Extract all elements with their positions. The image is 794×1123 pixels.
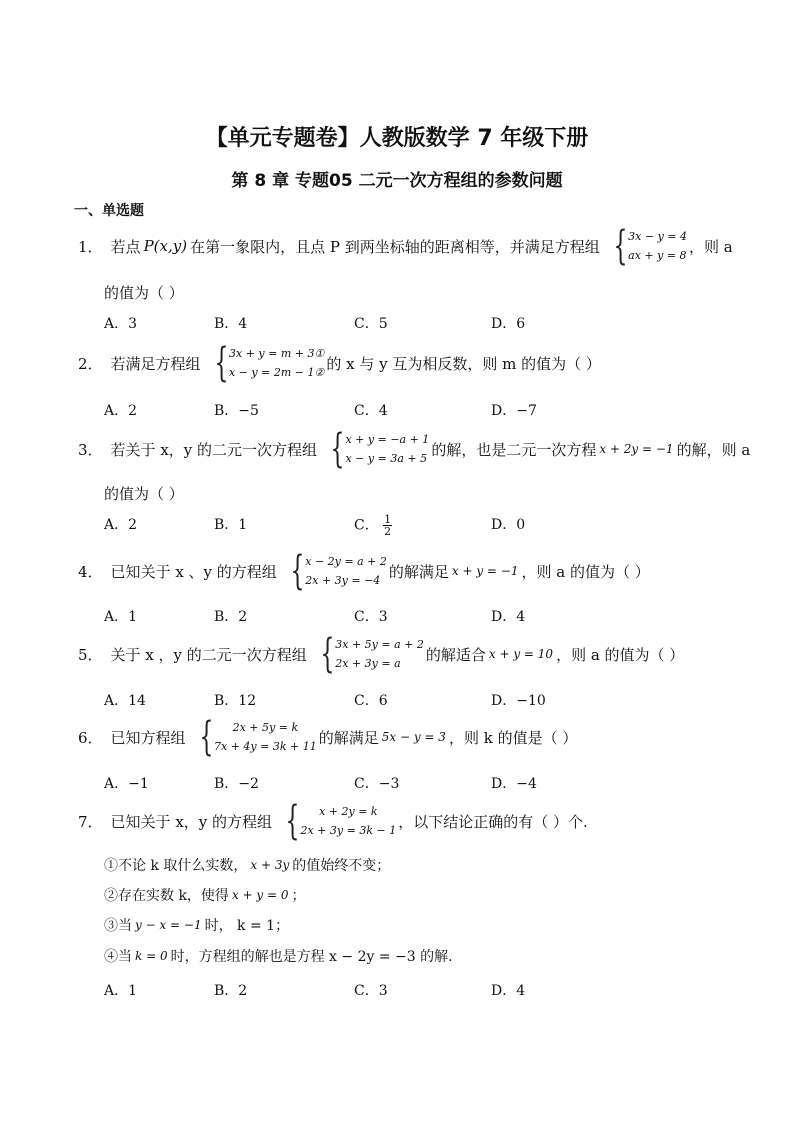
option: D．−7: [491, 403, 537, 419]
option: A．1: [104, 983, 138, 999]
question-4: 4． 已知关于 x 、y 的方程组 { x − 2y = a + 2 2x + 3y = −4 的解满足 x + y = −1 ，则 a 的值为（ ）: [78, 548, 650, 594]
option: C．4: [354, 403, 388, 419]
option: C．5: [354, 316, 388, 332]
question-1: 1． 若点 P(x,y) 在第一象限内，且点 P 到两坐标轴的距离相等，并满足方程组 { 3x − y = 4 ax + y = 8 ，则 a: [78, 223, 733, 269]
option: D．−4: [491, 776, 537, 792]
question-7: 7． 已知关于 x，y 的方程组 { x + 2y = k 2x + 3y = 3k − 1 ，以下结论正确的有（ ）个.: [78, 798, 588, 844]
option: A．−1: [104, 776, 149, 792]
statement-1: ①不论 k 取什么实数， x + 3y 的值始终不变；: [104, 858, 391, 874]
option: A．14: [104, 693, 146, 709]
option: C． $\frac{1}{2}$: [354, 513, 392, 538]
option: B．−5: [214, 403, 259, 419]
option: A．2: [104, 403, 138, 419]
option: B．12: [214, 693, 257, 709]
equation-system: { x + y = −a + 1 x − y = 3a + 5: [330, 426, 430, 472]
question-3-continuation: 的值为（ ）: [104, 485, 184, 503]
equation-system: { x − 2y = a + 2 2x + 3y = −4: [290, 548, 387, 594]
page-subtitle: 第 8 章 专题05 二元一次方程组的参数问题: [231, 171, 563, 191]
option: B．−2: [214, 776, 259, 792]
option: C．3: [354, 609, 388, 625]
equation-system: { 3x + 5y = a + 2 2x + 3y = a: [320, 631, 424, 677]
option: A．3: [104, 316, 138, 332]
equation-system: { 2x + 5y = k 7x + 4y = 3k + 11: [199, 714, 317, 760]
statement-2: ②存在实数 k，使得 x + y = 0 ；: [104, 888, 306, 904]
option: D．0: [491, 517, 526, 533]
page-title: 【单元专题卷】人教版数学 7 年级下册: [205, 126, 589, 151]
option: B．1: [214, 517, 248, 533]
question-2: 2． 若满足方程组 { 3x + y = m + 3① x − y = 2m − 1② 的 x 与 y 互为相反数，则 m 的值为（ ）: [78, 340, 601, 386]
section-heading: 一、单选题: [74, 203, 144, 219]
option: C．3: [354, 983, 388, 999]
statement-3: ③当 y − x = −1 时， k = 1；: [104, 918, 290, 934]
question-3: 3． 若关于 x，y 的二元一次方程组 { x + y = −a + 1 x − y = 3a + 5 的解，也是二元一次方程 x + 2y = −1 的解，则 a: [78, 426, 751, 472]
equation-system: { x + 2y = k 2x + 3y = 3k − 1: [285, 798, 397, 844]
option: D．6: [491, 316, 526, 332]
statement-4: ④当 k = 0 时，方程组的解也是方程 x − 2y = −3 的解.: [104, 949, 453, 965]
option: C．6: [354, 693, 388, 709]
question-6: 6． 已知方程组 { 2x + 5y = k 7x + 4y = 3k + 11 的解满足 5x − y = 3 ，则 k 的值是（ ）: [78, 714, 578, 760]
option: B．2: [214, 609, 248, 625]
option: B．4: [214, 316, 248, 332]
equation-system: { 3x − y = 4 ax + y = 8: [613, 223, 687, 269]
fraction: $\frac{1}{2}$: [384, 513, 392, 538]
question-1-continuation: 的值为（ ）: [104, 284, 184, 302]
option: D．−10: [491, 693, 546, 709]
option: C．−3: [354, 776, 400, 792]
option: A．2: [104, 517, 138, 533]
equation-system: { 3x + y = m + 3① x − y = 2m − 1②: [214, 340, 325, 386]
option: A．1: [104, 609, 138, 625]
option: B．2: [214, 983, 248, 999]
option: D．4: [491, 983, 526, 999]
option: D．4: [491, 609, 526, 625]
question-5: 5． 关于 x ，y 的二元一次方程组 { 3x + 5y = a + 2 2x + 3y = a 的解适合 x + y = 10 ，则 a 的值为（ ）: [78, 631, 685, 677]
